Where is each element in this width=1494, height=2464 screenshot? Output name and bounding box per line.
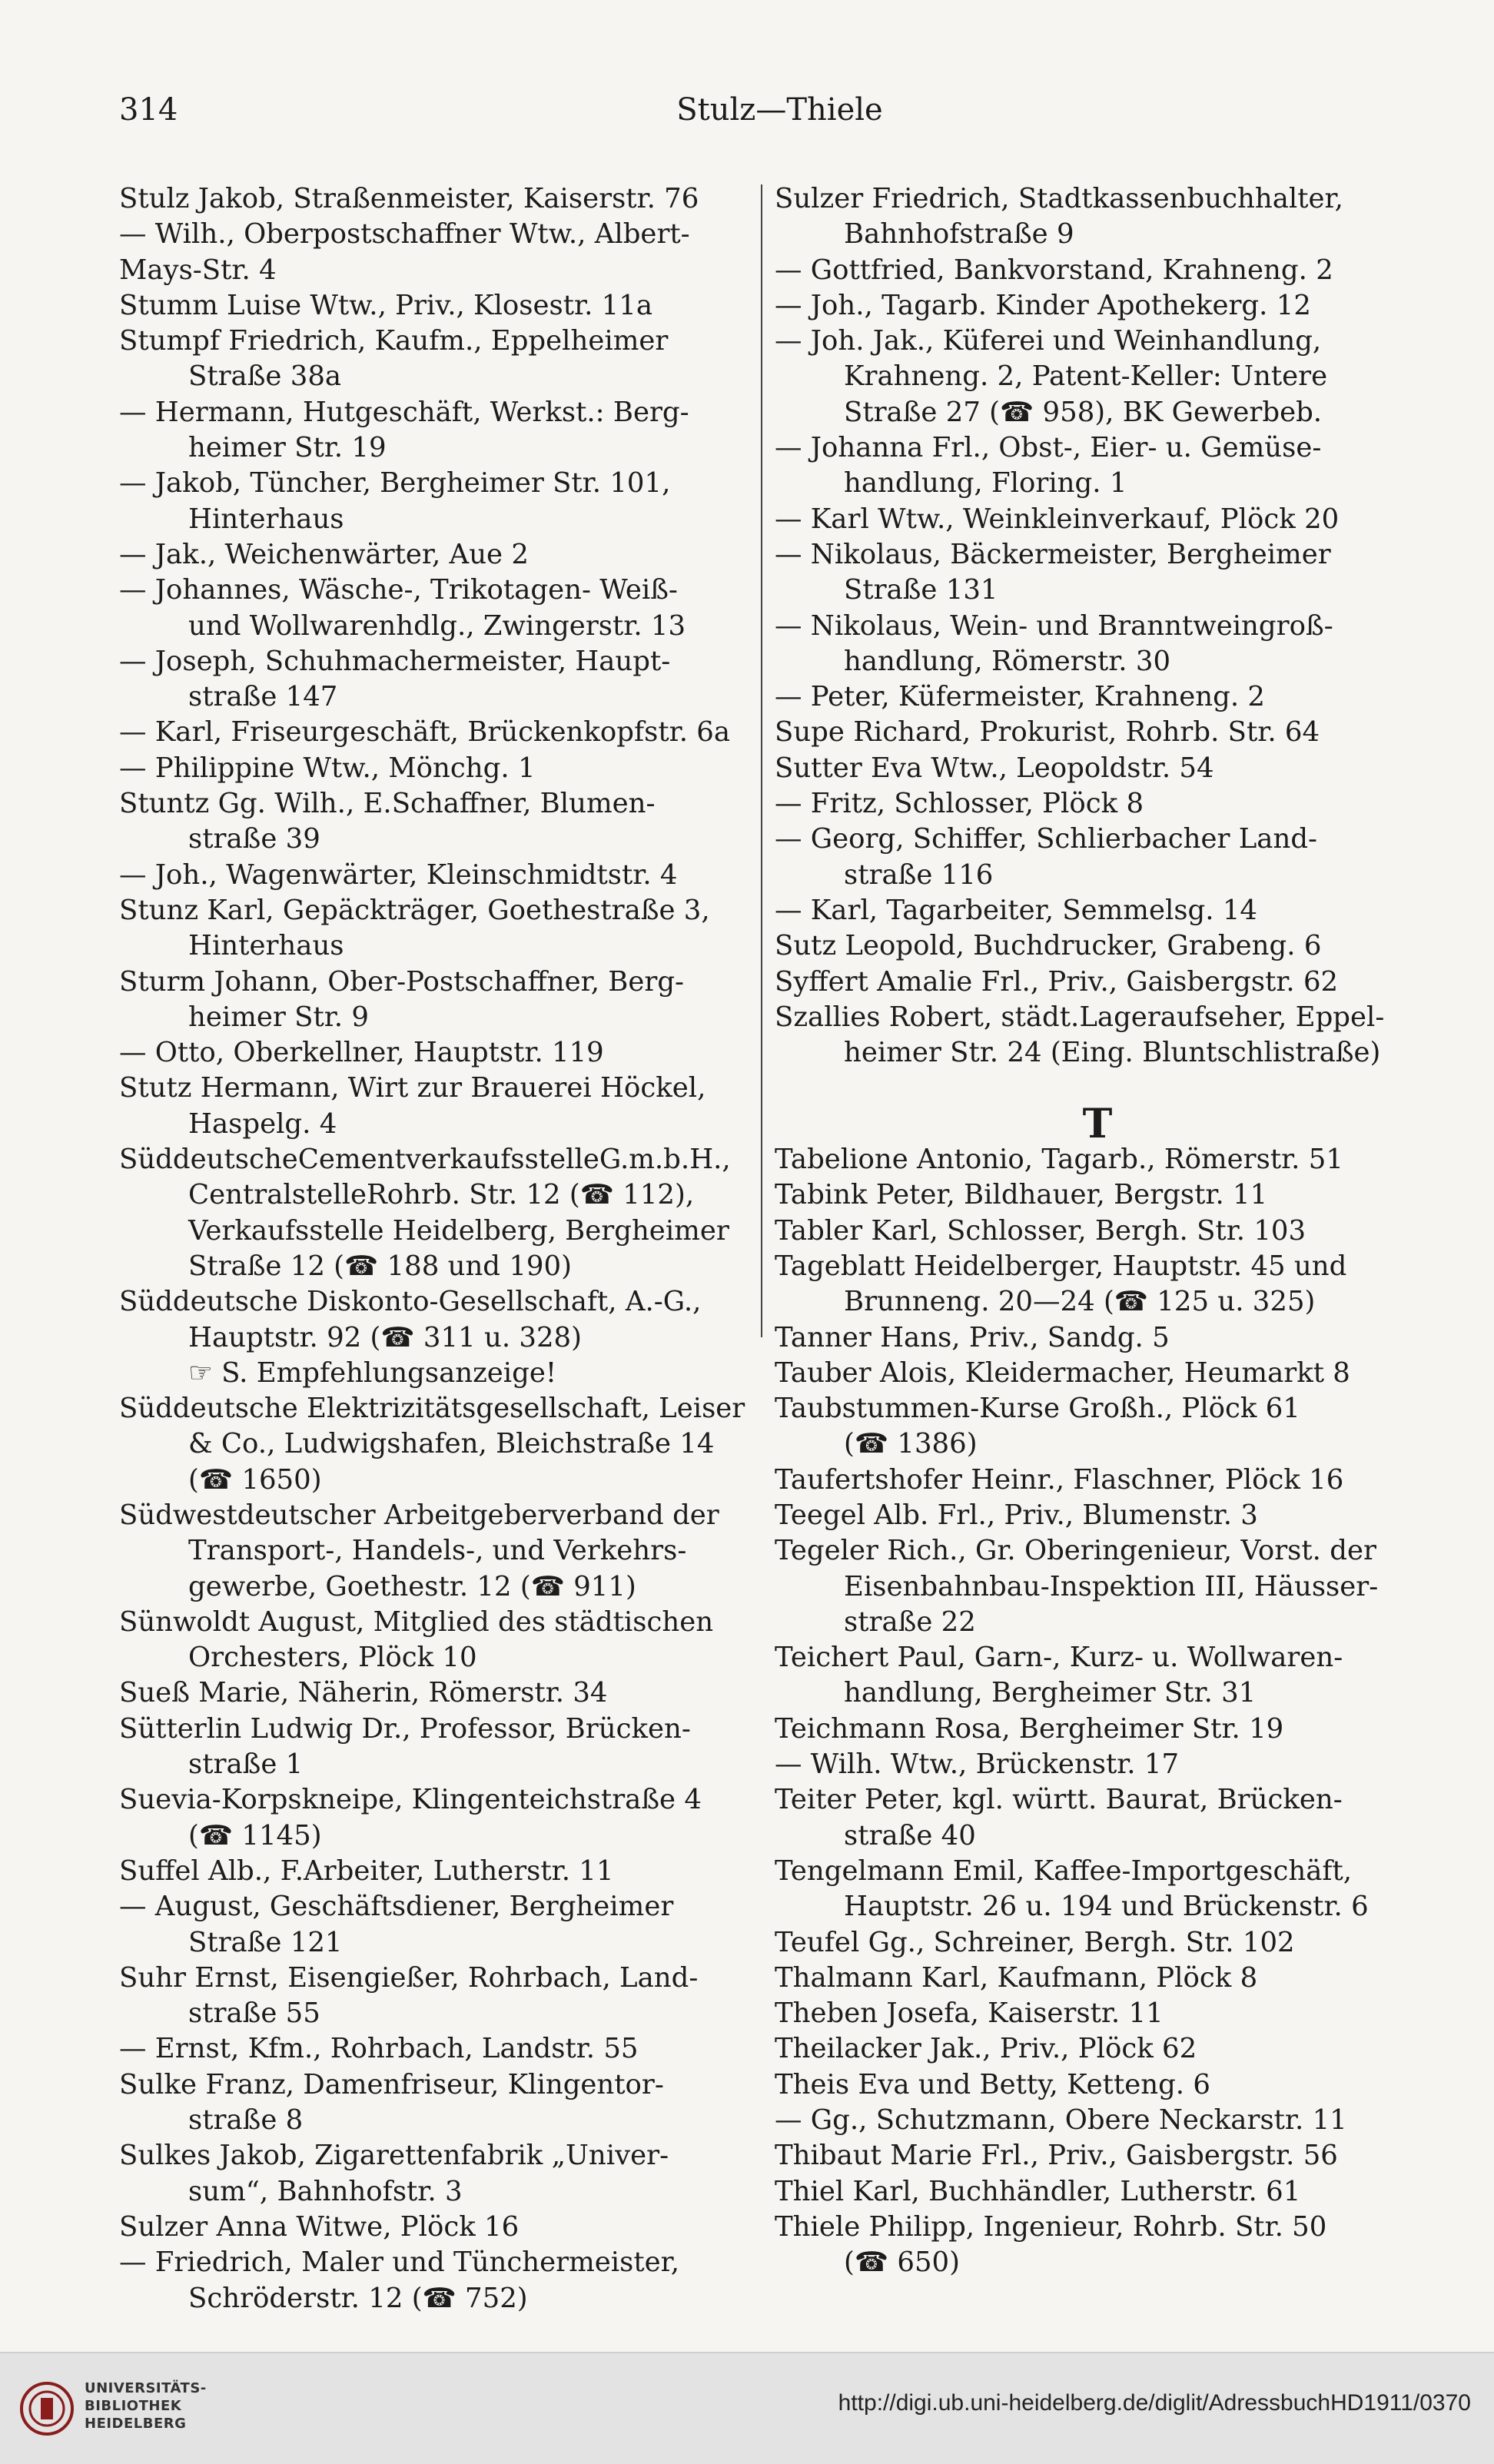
directory-line: Thibaut Marie Frl., Priv., Gaisbergstr. 56 <box>775 2140 1338 2172</box>
directory-line: Taubstummen-Kurse Großh., Plöck 61 <box>775 1393 1300 1425</box>
directory-line: — Karl Wtw., Weinkleinverkauf, Plöck 20 <box>775 503 1340 535</box>
directory-line: — Jakob, Tüncher, Bergheimer Str. 101, <box>119 467 671 500</box>
directory-line: handlung, Floring. 1 <box>844 467 1127 500</box>
directory-line: Tauber Alois, Kleidermacher, Heumarkt 8 <box>775 1357 1350 1389</box>
directory-line: Süddeutsche Elektrizitätsgesellschaft, Leiser <box>119 1393 745 1425</box>
directory-line: — Ernst, Kfm., Rohrbach, Landstr. 55 <box>119 2033 639 2065</box>
directory-line: Teegel Alb. Frl., Priv., Blumenstr. 3 <box>775 1499 1258 1531</box>
library-name-line2: BIBLIOTHEK <box>85 2398 182 2414</box>
directory-line: (☎ 1650) <box>188 1463 322 1496</box>
directory-line: — Fritz, Schlosser, Plöck 8 <box>775 788 1144 820</box>
directory-line: Tengelmann Emil, Kaffee-Importgeschäft, <box>775 1855 1353 1887</box>
directory-line: Suhr Ernst, Eisengießer, Rohrbach, Land- <box>119 1961 699 1994</box>
directory-line: — Nikolaus, Wein- und Branntweingroß- <box>775 609 1333 642</box>
library-name-line3: HEIDELBERG <box>85 2416 187 2432</box>
directory-line: Sulzer Anna Witwe, Plöck 16 <box>119 2210 520 2243</box>
directory-line: Tabler Karl, Schlosser, Bergh. Str. 103 <box>775 1214 1306 1247</box>
directory-line: Teufel Gg., Schreiner, Bergh. Str. 102 <box>775 1926 1295 1958</box>
directory-line: Transport-, Handels-, und Verkehrs- <box>188 1535 687 1567</box>
directory-line: Stutz Hermann, Wirt zur Brauerei Höckel, <box>119 1072 706 1104</box>
directory-line: Suevia-Korpskneipe, Klingenteichstraße 4 <box>119 1784 702 1816</box>
directory-line: straße 55 <box>188 1997 320 2030</box>
directory-line: ☞ S. Empfehlungsanzeige! <box>188 1357 557 1389</box>
directory-line: heimer Str. 19 <box>188 432 387 464</box>
directory-line: Stulz Jakob, Straßenmeister, Kaiserstr. 76 <box>119 183 699 214</box>
directory-line: Tegeler Rich., Gr. Oberingenieur, Vorst. der <box>775 1535 1376 1567</box>
directory-line: Brunneng. 20—24 (☎ 125 u. 325) <box>844 1286 1316 1318</box>
directory-line: Sulke Franz, Damenfriseur, Klingentor- <box>119 2068 664 2100</box>
directory-line: Teichmann Rosa, Bergheimer Str. 19 <box>775 1712 1284 1745</box>
directory-line: Stunz Karl, Gepäckträger, Goethestraße 3, <box>119 894 710 926</box>
directory-line: — Wilh. Wtw., Brückenstr. 17 <box>775 1748 1180 1781</box>
directory-line: Krahneng. 2, Patent-Keller: Untere <box>844 360 1328 393</box>
directory-line: Stuntz Gg. Wilh., E.Schaffner, Blumen- <box>119 788 656 820</box>
directory-line: — Philippine Wtw., Mönchg. 1 <box>119 752 536 784</box>
directory-line: Eisenbahnbau-Inspektion III, Häusser- <box>844 1570 1379 1602</box>
directory-line: SüddeutscheCementverkaufsstelleG.m.b.H., <box>119 1144 731 1176</box>
directory-line: straße 8 <box>188 2104 304 2137</box>
library-name <box>85 2379 207 2432</box>
directory-line: Theilacker Jak., Priv., Plöck 62 <box>775 2033 1197 2065</box>
directory-line: Supe Richard, Prokurist, Rohrb. Str. 64 <box>775 716 1320 749</box>
directory-line: Stumpf Friedrich, Kaufm., Eppelheimer <box>119 325 669 357</box>
running-head: Stulz—Thiele <box>676 92 883 128</box>
footer-bar <box>0 2352 1494 2464</box>
library-seal-icon <box>19 2381 75 2436</box>
directory-line: — August, Geschäftsdiener, Bergheimer <box>119 1891 674 1923</box>
directory-line: Theben Josefa, Kaiserstr. 11 <box>775 1997 1164 2030</box>
source-url[interactable]: http://digi.ub.uni-heidelberg.de/diglit/AdressbuchHD1911/0370 <box>838 2390 1471 2416</box>
directory-line: — Friedrich, Maler und Tünchermeister, <box>119 2246 679 2279</box>
directory-line: straße 22 <box>844 1606 976 1638</box>
directory-line: Sünwoldt August, Mitglied des städtischen <box>119 1606 714 1638</box>
directory-line: Tanner Hans, Priv., Sandg. 5 <box>775 1321 1170 1353</box>
directory-line: Straße 131 <box>844 574 998 606</box>
directory-line: handlung, Römerstr. 30 <box>844 645 1171 677</box>
left-column <box>119 181 765 2316</box>
directory-line: Bahnhofstraße 9 <box>844 218 1074 251</box>
directory-line: Sturm Johann, Ober-Postschaffner, Berg- <box>119 965 685 998</box>
directory-line <box>775 1071 1420 1106</box>
directory-line: Szallies Robert, städt.Lageraufseher, Eppel- <box>775 1001 1385 1033</box>
directory-line: handlung, Bergheimer Str. 31 <box>844 1677 1257 1709</box>
directory-line: Mays-Str. 4 <box>119 254 277 286</box>
directory-line: — Joh., Tagarb. Kinder Apothekerg. 12 <box>775 289 1311 321</box>
directory-line: (☎ 1386) <box>844 1428 978 1460</box>
directory-line: straße 39 <box>188 823 320 855</box>
directory-line: — Hermann, Hutgeschäft, Werkst.: Berg- <box>119 396 689 428</box>
library-name-line1: UNIVERSITÄTS- <box>85 2380 207 2396</box>
directory-line: Tabelione Antonio, Tagarb., Römerstr. 51 <box>775 1144 1343 1176</box>
directory-line: Thiel Karl, Buchhändler, Lutherstr. 61 <box>775 2175 1301 2207</box>
directory-line: Hinterhaus <box>188 503 344 535</box>
directory-line: straße 1 <box>188 1748 304 1781</box>
directory-line: Teiter Peter, kgl. württ. Baurat, Brücken- <box>775 1784 1343 1816</box>
directory-line: — Karl, Friseurgeschäft, Brückenkopfstr. 6a <box>119 716 731 749</box>
directory-line: Sütterlin Ludwig Dr., Professor, Brücken- <box>119 1712 691 1745</box>
directory-line: CentralstelleRohrb. Str. 12 (☎ 112), <box>188 1179 695 1211</box>
directory-line: heimer Str. 9 <box>188 1001 369 1033</box>
directory-line: — Joseph, Schuhmachermeister, Haupt- <box>119 645 671 677</box>
directory-line: Tageblatt Heidelberger, Hauptstr. 45 und <box>775 1250 1347 1282</box>
directory-line: Straße 121 <box>188 1926 343 1958</box>
directory-line: Teichert Paul, Garn-, Kurz- u. Wollwaren- <box>775 1642 1343 1674</box>
directory-line: Stumm Luise Wtw., Priv., Klosestr. 11a <box>119 289 652 321</box>
directory-line: — Joh., Wagenwärter, Kleinschmidtstr. 4 <box>119 858 678 891</box>
section-letter: T <box>1082 1106 1113 1143</box>
directory-line: Straße 38a <box>188 360 342 393</box>
directory-line: Sulzer Friedrich, Stadtkassenbuchhalter, <box>775 183 1343 214</box>
directory-line: — Karl, Tagarbeiter, Semmelsg. 14 <box>775 894 1258 926</box>
page-number: 314 <box>119 92 178 128</box>
directory-line: — Joh. Jak., Küferei und Weinhandlung, <box>775 325 1322 357</box>
directory-line: gewerbe, Goethestr. 12 (☎ 911) <box>188 1570 636 1602</box>
directory-line: Orchesters, Plöck 10 <box>188 1642 477 1674</box>
directory-line: Straße 12 (☎ 188 und 190) <box>188 1250 572 1282</box>
page-header <box>119 92 1440 138</box>
directory-line: Sutz Leopold, Buchdrucker, Grabeng. 6 <box>775 930 1322 962</box>
directory-line: — Georg, Schiffer, Schlierbacher Land- <box>775 823 1318 855</box>
directory-line: — Gottfried, Bankvorstand, Krahneng. 2 <box>775 254 1333 286</box>
directory-line: — Wilh., Oberpostschaffner Wtw., Albert- <box>119 218 690 251</box>
directory-line: Hinterhaus <box>188 930 344 962</box>
directory-line: Straße 27 (☎ 958), BK Gewerbeb. <box>844 396 1323 428</box>
directory-line: — Peter, Küfermeister, Krahneng. 2 <box>775 681 1266 713</box>
directory-line: — Johanna Frl., Obst-, Eier- u. Gemüse- <box>775 432 1322 464</box>
directory-line: heimer Str. 24 (Eing. Bluntschlistraße) <box>844 1037 1381 1069</box>
column-divider <box>761 184 762 1337</box>
directory-line: Haspelg. 4 <box>188 1107 337 1140</box>
directory-line: Süddeutsche Diskonto-Gesellschaft, A.-G., <box>119 1286 702 1318</box>
directory-line: sum“, Bahnhofstr. 3 <box>188 2175 463 2207</box>
directory-line: Südwestdeutscher Arbeitgeberverband der <box>119 1499 719 1531</box>
directory-line: Suffel Alb., F.Arbeiter, Lutherstr. 11 <box>119 1855 614 1887</box>
directory-line: und Wollwarenhdlg., Zwingerstr. 13 <box>188 609 686 642</box>
directory-line: (☎ 1145) <box>188 1819 322 1851</box>
right-column <box>775 181 1420 2281</box>
directory-line: straße 40 <box>844 1819 976 1851</box>
directory-line: — Jak., Weichenwärter, Aue 2 <box>119 538 529 570</box>
directory-line: Verkaufsstelle Heidelberg, Bergheimer <box>188 1214 729 1247</box>
directory-line: — Nikolaus, Bäckermeister, Bergheimer <box>775 538 1331 570</box>
directory-line: Sulkes Jakob, Zigarettenfabrik „Univer- <box>119 2140 669 2172</box>
directory-line: Hauptstr. 26 u. 194 und Brückenstr. 6 <box>844 1891 1369 1923</box>
directory-line: & Co., Ludwigshafen, Bleichstraße 14 <box>188 1428 715 1460</box>
directory-line: Sutter Eva Wtw., Leopoldstr. 54 <box>775 752 1214 784</box>
directory-line: (☎ 650) <box>844 2246 960 2279</box>
directory-line: Thiele Philipp, Ingenieur, Rohrb. Str. 50 <box>775 2210 1327 2243</box>
directory-line: straße 116 <box>844 858 994 891</box>
directory-line: straße 147 <box>188 681 338 713</box>
directory-line: Sueß Marie, Näherin, Römerstr. 34 <box>119 1677 608 1709</box>
directory-line: Hauptstr. 92 (☎ 311 u. 328) <box>188 1321 582 1353</box>
directory-line: Tabink Peter, Bildhauer, Bergstr. 11 <box>775 1179 1268 1211</box>
directory-line: Schröderstr. 12 (☎ 752) <box>188 2282 528 2314</box>
directory-line: — Gg., Schutzmann, Obere Neckarstr. 11 <box>775 2104 1347 2137</box>
directory-line: Syffert Amalie Frl., Priv., Gaisbergstr. 62 <box>775 965 1339 998</box>
directory-line: — Johannes, Wäsche-, Trikotagen- Weiß- <box>119 574 678 606</box>
directory-line: — Otto, Oberkellner, Hauptstr. 119 <box>119 1037 604 1069</box>
directory-line: Thalmann Karl, Kaufmann, Plöck 8 <box>775 1961 1258 1994</box>
directory-line: Theis Eva und Betty, Ketteng. 6 <box>775 2068 1210 2100</box>
directory-line: Taufertshofer Heinr., Flaschner, Plöck 16 <box>775 1463 1344 1496</box>
